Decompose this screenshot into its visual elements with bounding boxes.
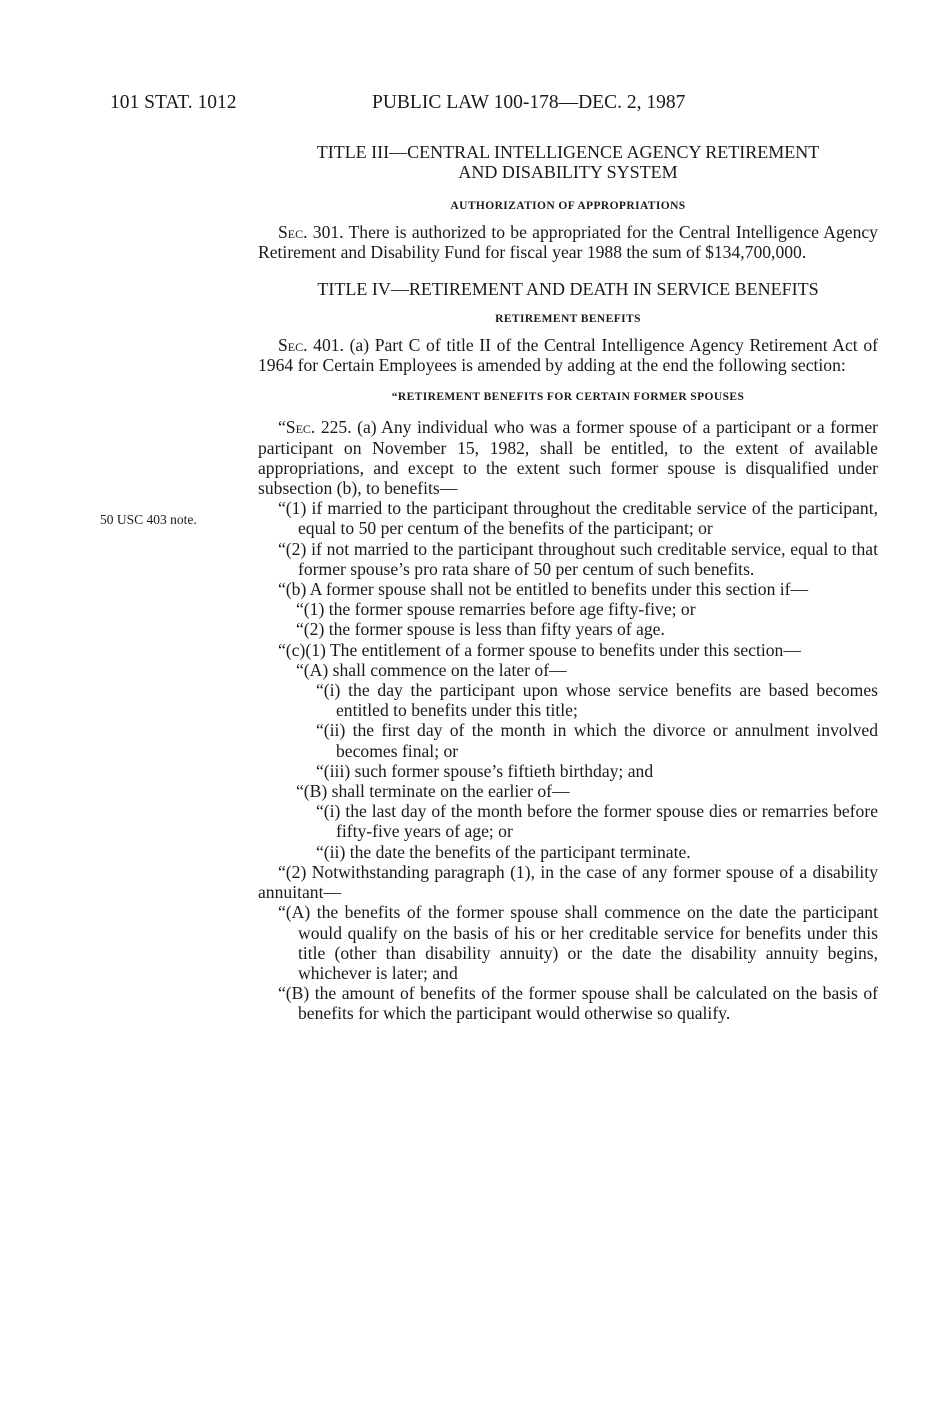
sec-401-label: Sec. 401. bbox=[278, 334, 344, 355]
sec-225-c1: “(c)(1) The entitlement of a former spouse to benefits under this section— bbox=[278, 639, 801, 660]
title-iii-line2: AND DISABILITY SYSTEM bbox=[458, 162, 678, 182]
authorization-subhead: AUTHORIZATION OF APPROPRIATIONS bbox=[450, 200, 686, 212]
main-column bbox=[258, 142, 878, 1024]
title-iii-heading bbox=[258, 142, 878, 182]
sec-225-b: “(b) A former spouse shall not be entitled to benefits under this section if— bbox=[278, 579, 809, 600]
sec-225-b2: “(2) the former spouse is less than fifty years of age. bbox=[296, 619, 665, 640]
sec-225-c1-B-i: “(i) the last day of the month before the former spouse dies or remarries before fifty-five years of age; or bbox=[316, 801, 878, 842]
sec-225-c2: “(2) Notwithstanding paragraph (1), in the case of any former spouse of a disability annuitant— bbox=[258, 861, 878, 903]
sec-401-text: (a) Part C of title II of the Central Intelligence Agency Retirement Act of 1964 for Certain Employees is amended by adding at the end the following section: bbox=[258, 334, 878, 376]
sec-225-c1-B-ii: “(ii) the date the benefits of the participant terminate. bbox=[316, 841, 691, 862]
running-head bbox=[100, 92, 880, 122]
sec-225-c1-B: “(B) shall terminate on the earlier of— bbox=[296, 781, 570, 802]
sec-301-text: There is authorized to be appropriated for the Central Intelligence Agency Retirement and Disability Fund for fiscal year 1988 the sum of $134,700,000. bbox=[258, 222, 878, 263]
sec-225-a1: “(1) if married to the participant throughout the creditable service of the participant, equal to 50 per centum of the benefits of the participant; or bbox=[278, 498, 878, 539]
sec-225-b1: “(1) the former spouse remarries before age fifty-five; or bbox=[296, 599, 696, 620]
sec-401-paragraph bbox=[258, 335, 878, 375]
public-law-citation: PUBLIC LAW 100-178—DEC. 2, 1987 bbox=[372, 92, 686, 113]
sec-301-label: Sec. 301. bbox=[278, 222, 344, 243]
sec-225-label: “Sec. 225. bbox=[278, 417, 352, 438]
title-iii-line1: TITLE III—CENTRAL INTELLIGENCE AGENCY RETIREMENT bbox=[316, 142, 820, 162]
sec-225-c1-A-i: “(i) the day the participant upon whose service benefits are based becomes entitled to benefits under this title; bbox=[316, 680, 878, 721]
sec-301-paragraph bbox=[258, 222, 878, 262]
sec-225-c1-A-ii: “(ii) the first day of the month in which the divorce or annulment involved becomes final; or bbox=[316, 720, 878, 761]
sec-225-a bbox=[258, 417, 878, 498]
title-iv-heading: TITLE IV—RETIREMENT AND DEATH IN SERVICE BENEFITS bbox=[317, 278, 819, 299]
sec-225-c2-B: “(B) the amount of benefits of the former spouse shall be calculated on the basis of benefits for which the participant would otherwise so qualify. bbox=[278, 983, 878, 1024]
stat-page-number: 101 STAT. 1012 bbox=[110, 92, 237, 113]
sec-225-c1-A-iii: “(iii) such former spouse’s fiftieth birthday; and bbox=[316, 760, 654, 781]
sec-225-c1-A: “(A) shall commence on the later of— bbox=[296, 659, 567, 680]
sec-225-a-text: (a) Any individual who was a former spouse of a participant or a former participant on November 15, 1982, shall be entitled, to the extent of available appropriations, and except to the extent such former spouse is disqualified under subsection (b), to benefits— bbox=[258, 417, 879, 499]
retirement-benefits-subhead: RETIREMENT BENEFITS bbox=[495, 312, 641, 325]
sec-225-c2-A: “(A) the benefits of the former spouse shall commence on the date the participant would qualify on the basis of his or her creditable service for benefits under this title (other than disability annuity) or the date the disability annuity begins, whichever is later; and bbox=[278, 902, 878, 983]
margin-note-usc: 50 USC 403 note. bbox=[100, 512, 197, 527]
former-spouses-subhead: “RETIREMENT BENEFITS FOR CERTAIN FORMER SPOUSES bbox=[391, 391, 745, 404]
sec-225-a2: “(2) if not married to the participant throughout such creditable service, equal to that former spouse’s pro rata share of 50 per centum of such benefits. bbox=[278, 538, 878, 579]
